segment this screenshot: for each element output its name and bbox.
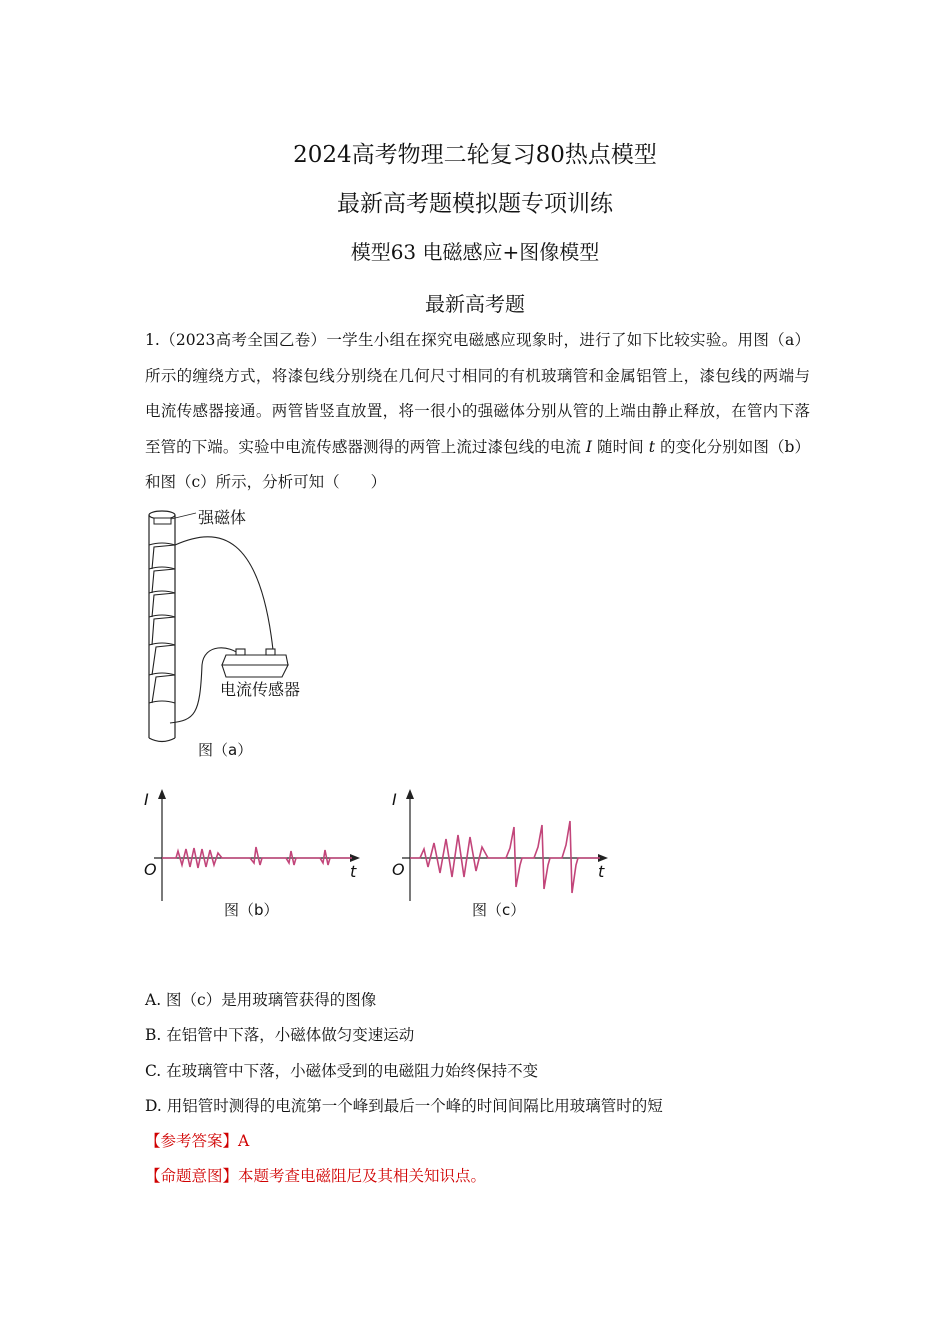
- current-curve-c: [410, 821, 600, 893]
- x-axis-label: t: [350, 862, 357, 881]
- y-axis-label: I: [144, 790, 149, 809]
- question-part-3: 的变化分别如图（b）和图（c）所示，分析可知（ ）: [145, 437, 810, 491]
- model-title: 模型63 电磁感应+图像模型: [350, 240, 600, 264]
- figure-a-caption: 图（a）: [198, 741, 253, 759]
- wire-top: [175, 537, 273, 650]
- question-part-1: 1.（2023高考全国乙卷）一学生小组在探究电磁感应现象时，进行了如下比较实验。用图（a）所示的缠绕方式，将漆包线分别绕在几何尺寸相同的有机玻璃管和金属铝管上，漆包线的两端与电流传感器接通。两管皆竖直放置，将一很小的强磁体分别从管的上端由静止释放，在管内下落至管的下端。实验中电流传感器测得的两管上流过漆包线的电流: [145, 331, 810, 456]
- variable-t: t: [648, 437, 655, 456]
- origin-label: O: [392, 860, 405, 879]
- option-d[interactable]: D. 用铝管时测得的电流第一个峰到最后一个峰的时间间隔比用玻璃管时的短: [145, 1097, 663, 1115]
- option-b[interactable]: B. 在铝管中下落，小磁体做匀变速运动: [145, 1026, 415, 1044]
- current-sensor: [222, 649, 288, 677]
- x-axis-label: t: [598, 862, 605, 881]
- figure-b: [138, 785, 368, 925]
- coil: [149, 543, 175, 703]
- variable-I: I: [585, 437, 593, 456]
- question-part-2: 随时间: [592, 437, 649, 456]
- figure-b-caption: 图（b）: [224, 901, 279, 919]
- y-arrow: [406, 789, 414, 799]
- option-c[interactable]: C. 在玻璃管中下落，小磁体受到的电磁阻力始终保持不变: [145, 1062, 539, 1080]
- magnet-label: 强磁体: [198, 508, 247, 527]
- question-intent: 【命题意图】本题考查电磁阻尼及其相关知识点。: [145, 1167, 487, 1185]
- title-line-2: 最新高考题模拟题专项训练: [337, 191, 613, 217]
- option-a[interactable]: A. 图（c）是用玻璃管获得的图像: [145, 991, 377, 1009]
- question-text: [145, 323, 810, 501]
- sensor-label: 电流传感器: [220, 680, 301, 699]
- section-title: 最新高考题: [425, 292, 525, 316]
- origin-label: O: [144, 860, 157, 879]
- figure-c-caption: 图（c）: [472, 901, 526, 919]
- title-line-1: 2024高考物理二轮复习80热点模型: [293, 142, 657, 168]
- magnet: [154, 518, 171, 524]
- figure-a: [140, 505, 340, 765]
- figure-c: [386, 785, 616, 925]
- reference-answer: 【参考答案】A: [145, 1132, 250, 1150]
- y-arrow: [158, 789, 166, 799]
- y-axis-label: I: [392, 790, 397, 809]
